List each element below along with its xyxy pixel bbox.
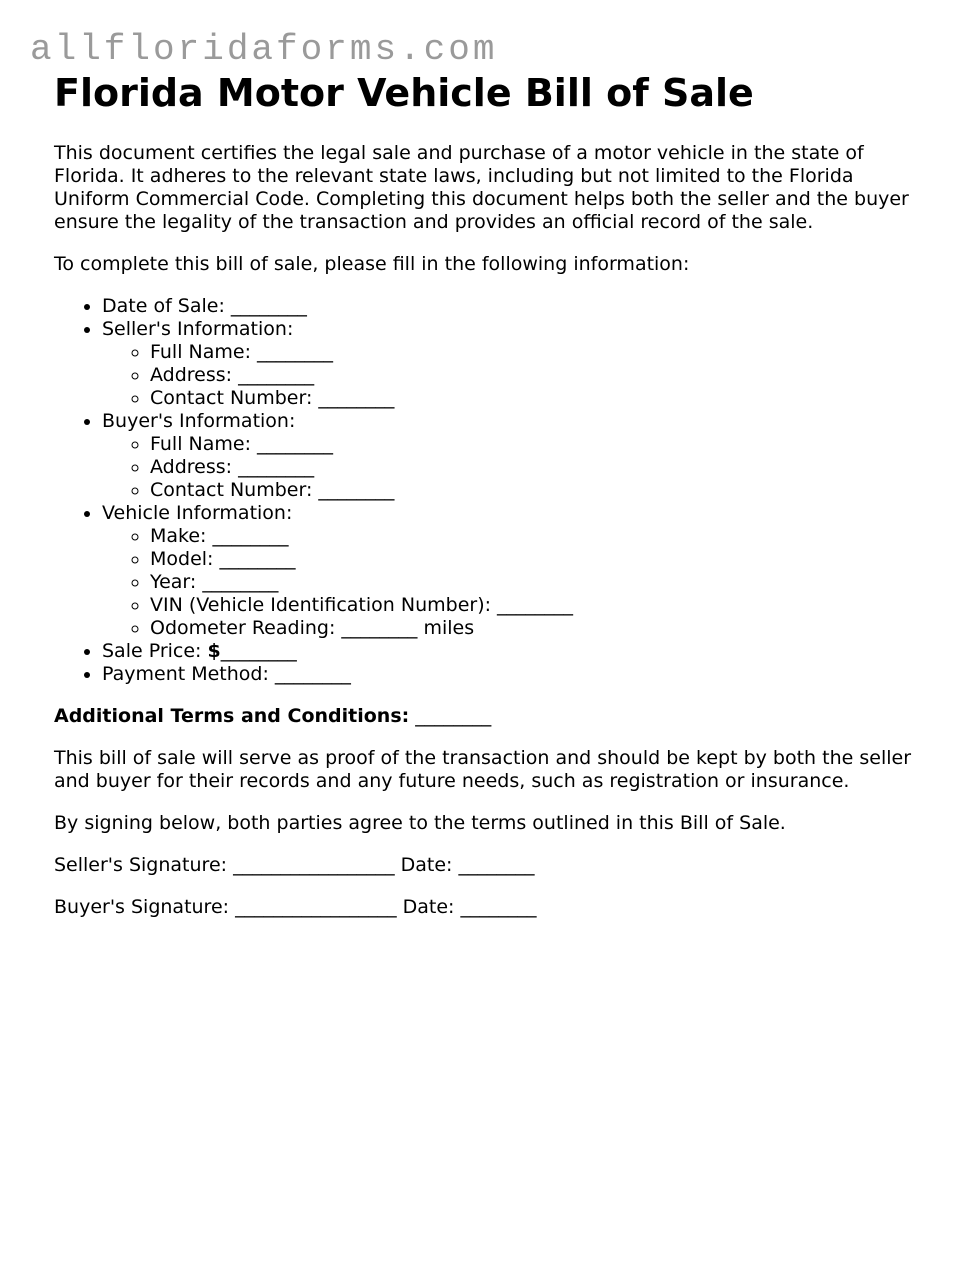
vin-item bbox=[150, 594, 934, 617]
payment-method-label: Payment Method: bbox=[102, 663, 275, 685]
vehicle-info-heading: Vehicle Information: bbox=[102, 502, 293, 524]
additional-terms-label: Additional Terms and Conditions: bbox=[54, 705, 410, 727]
sale-price-blank[interactable]: ________ bbox=[220, 640, 297, 662]
model-blank[interactable]: ________ bbox=[219, 548, 296, 570]
seller-signature-line bbox=[54, 854, 934, 877]
seller-info-item bbox=[102, 318, 934, 410]
seller-contact-item bbox=[150, 387, 934, 410]
seller-contact-blank[interactable]: ________ bbox=[318, 387, 395, 409]
sale-price-item bbox=[102, 640, 934, 663]
additional-terms bbox=[54, 705, 934, 728]
seller-info-heading: Seller's Information: bbox=[102, 318, 294, 340]
year-blank[interactable]: ________ bbox=[202, 571, 279, 593]
buyer-signature-label: Buyer's Signature: bbox=[54, 896, 236, 918]
make-blank[interactable]: ________ bbox=[212, 525, 289, 547]
document-page bbox=[54, 70, 934, 919]
seller-date-blank[interactable]: ________ bbox=[458, 854, 535, 876]
instruction-paragraph: To complete this bill of sale, please fill in the following information: bbox=[54, 253, 690, 275]
odometer-blank[interactable]: ________ bbox=[341, 617, 418, 639]
buyer-contact-blank[interactable]: ________ bbox=[318, 479, 395, 501]
vin-label: VIN (Vehicle Identification Number): bbox=[150, 594, 498, 616]
seller-full-name-blank[interactable]: ________ bbox=[257, 341, 334, 363]
field-list bbox=[54, 295, 934, 686]
currency-symbol: $ bbox=[207, 640, 221, 662]
page-title: Florida Motor Vehicle Bill of Sale bbox=[54, 71, 754, 115]
seller-address-label: Address: bbox=[150, 364, 239, 386]
sale-price-label: Sale Price: bbox=[102, 640, 208, 662]
additional-terms-blank[interactable]: ________ bbox=[415, 705, 492, 727]
buyer-info-heading: Buyer's Information: bbox=[102, 410, 296, 432]
buyer-contact-item bbox=[150, 479, 934, 502]
seller-address-item bbox=[150, 364, 934, 387]
vin-blank[interactable]: ________ bbox=[497, 594, 574, 616]
buyer-info-list bbox=[102, 433, 934, 502]
seller-address-blank[interactable]: ________ bbox=[238, 364, 315, 386]
seller-full-name-item bbox=[150, 341, 934, 364]
seller-signature-label: Seller's Signature: bbox=[54, 854, 234, 876]
agreement-paragraph: By signing below, both parties agree to the terms outlined in this Bill of Sale. bbox=[54, 812, 786, 834]
make-label: Make: bbox=[150, 525, 213, 547]
vehicle-info-list bbox=[102, 525, 934, 640]
watermark: allfloridaforms.com bbox=[30, 29, 498, 70]
payment-method-blank[interactable]: ________ bbox=[274, 663, 351, 685]
seller-full-name-label: Full Name: bbox=[150, 341, 258, 363]
buyer-full-name-blank[interactable]: ________ bbox=[257, 433, 334, 455]
buyer-signature-line bbox=[54, 896, 934, 919]
model-item bbox=[150, 548, 934, 571]
buyer-address-blank[interactable]: ________ bbox=[238, 456, 315, 478]
odometer-item bbox=[150, 617, 934, 640]
odometer-label: Odometer Reading: bbox=[150, 617, 342, 639]
intro-paragraph: This document certifies the legal sale and purchase of a motor vehicle in the state of Florida. It adheres to the relevant state laws, including but not limited to the Florida Uniform Commercial Code. Completing this document helps both the seller and the buyer ensure the legality of the transaction and provides an official record of the sale. bbox=[54, 142, 909, 233]
model-label: Model: bbox=[150, 548, 220, 570]
seller-info-list bbox=[102, 341, 934, 410]
buyer-contact-label: Contact Number: bbox=[150, 479, 319, 501]
buyer-signature-blank[interactable]: _________________ bbox=[235, 896, 397, 918]
make-item bbox=[150, 525, 934, 548]
proof-paragraph: This bill of sale will serve as proof of the transaction and should be kept by both the seller and buyer for their records and any future needs, such as registration or insurance. bbox=[54, 747, 912, 792]
buyer-date-blank[interactable]: ________ bbox=[460, 896, 537, 918]
buyer-address-label: Address: bbox=[150, 456, 239, 478]
payment-method-item bbox=[102, 663, 934, 686]
year-label: Year: bbox=[150, 571, 203, 593]
seller-signature-blank[interactable]: _________________ bbox=[233, 854, 395, 876]
year-item bbox=[150, 571, 934, 594]
seller-contact-label: Contact Number: bbox=[150, 387, 319, 409]
seller-date-label: Date: bbox=[394, 854, 459, 876]
date-of-sale-label: Date of Sale: bbox=[102, 295, 231, 317]
buyer-info-item bbox=[102, 410, 934, 502]
buyer-full-name-item bbox=[150, 433, 934, 456]
date-of-sale-blank[interactable]: ________ bbox=[230, 295, 307, 317]
buyer-date-label: Date: bbox=[396, 896, 461, 918]
buyer-full-name-label: Full Name: bbox=[150, 433, 258, 455]
date-of-sale-item bbox=[102, 295, 934, 318]
vehicle-info-item bbox=[102, 502, 934, 640]
odometer-unit: miles bbox=[417, 617, 475, 639]
buyer-address-item bbox=[150, 456, 934, 479]
